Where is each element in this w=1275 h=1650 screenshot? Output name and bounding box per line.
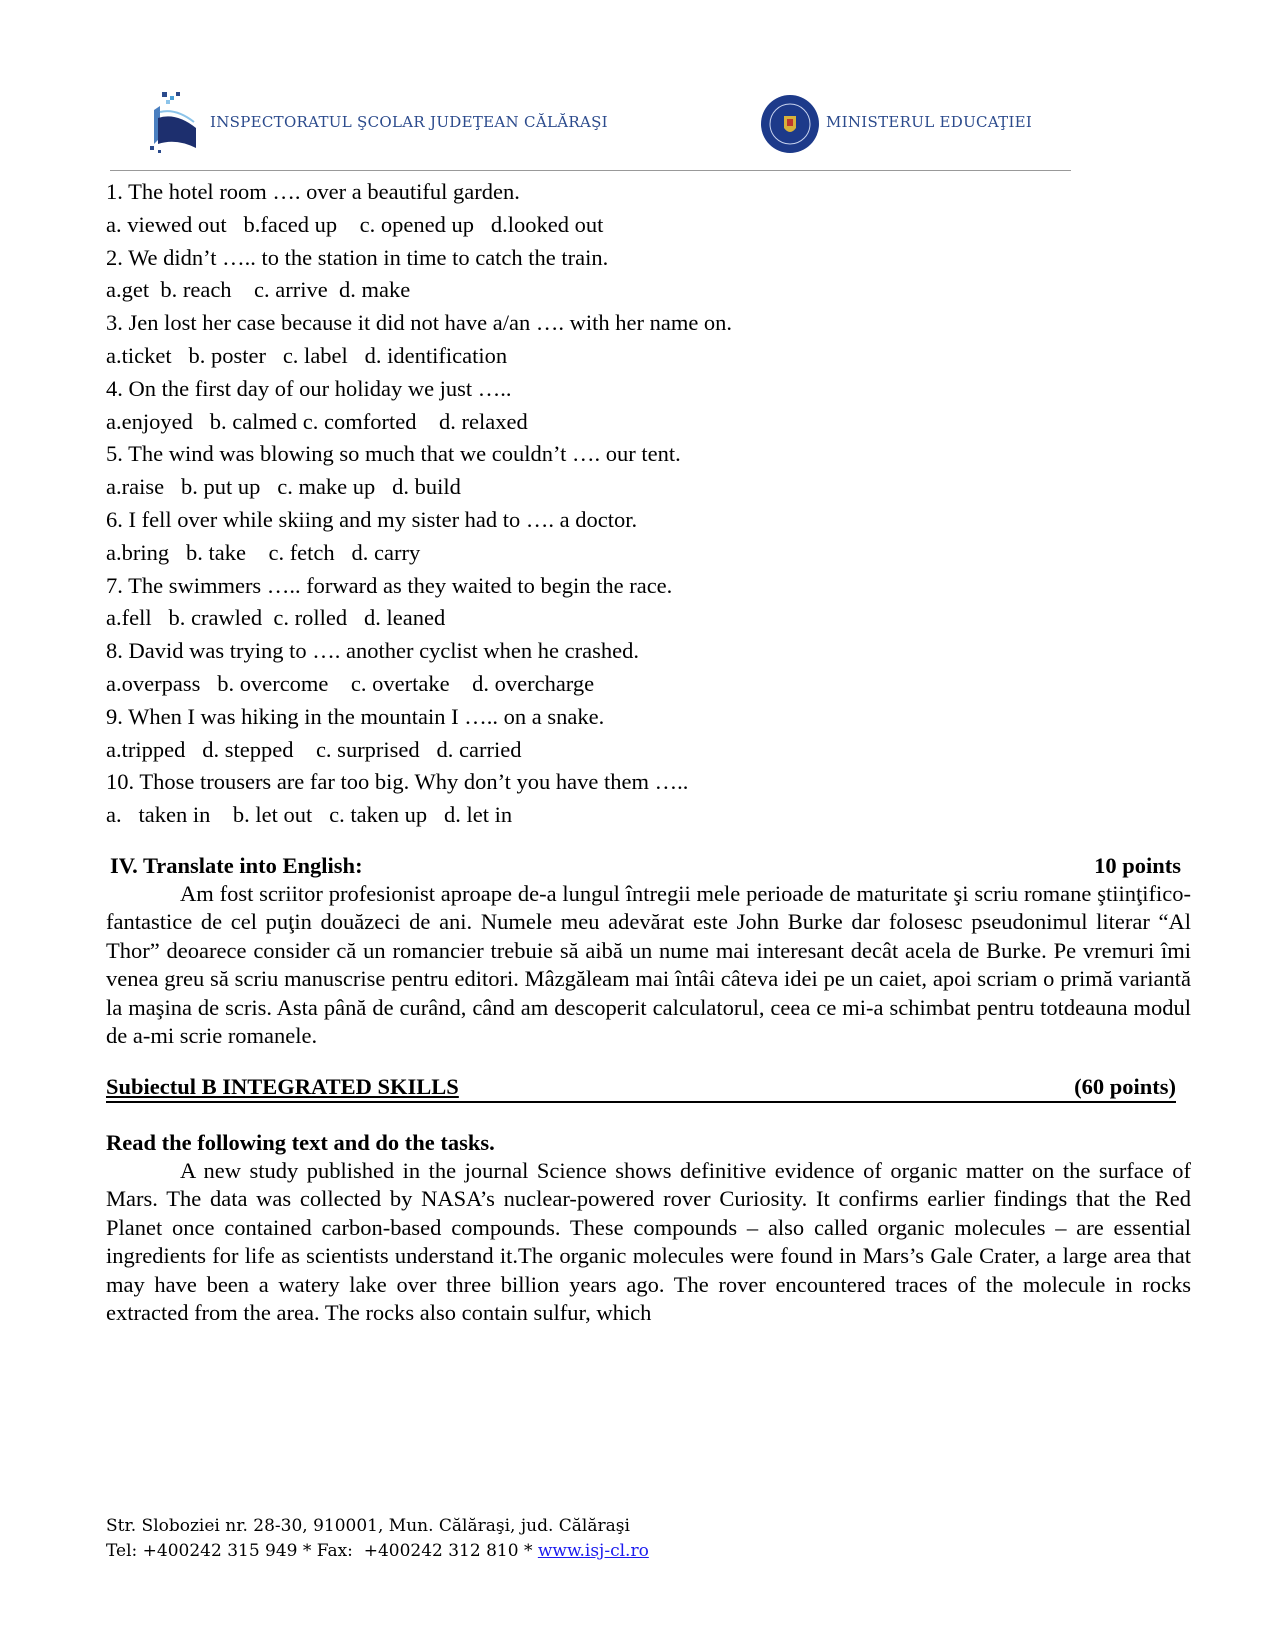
reading-title: Read the following text and do the tasks. <box>106 1129 495 1155</box>
options: a.raise b. put up c. make up d. build <box>106 474 461 500</box>
question: 4. On the first day of our holiday we just ….. <box>106 375 512 401</box>
paragraph-line: found in Mars’s Gale Crater, a large area that may have been a watery lake over three billion years ago. The <box>106 1243 1191 1297</box>
options: a.enjoyed b. calmed c. comforted d. relaxed <box>106 408 528 434</box>
question: 3. Jen lost her case because it did not have a/an …. with her name on. <box>106 310 733 336</box>
question: 6. I fell over while skiing and my sister had to …. a doctor. <box>106 506 638 532</box>
section-iv-title: IV. Translate into English: <box>110 852 363 878</box>
section-iv-heading <box>106 852 1191 880</box>
paragraph-line: Am fost scriitor profesionist aproape de-a lungul întregii mele perioade de maturitate şi scriu romane <box>180 880 1092 906</box>
reading-paragraph <box>106 1157 1191 1328</box>
translation-paragraph <box>106 880 1191 1051</box>
paragraph-line: organic molecules – are essential ingredients for life as scientists understand it.The organic molecules were <box>106 1214 1192 1269</box>
paragraph-line: surface of Mars. The data was collected by NASA’s nuclear-powered rover Curiosity. It confirms earlier <box>106 1157 1191 1212</box>
question: 9. When I was hiking in the mountain I ….. on a snake. <box>106 703 605 729</box>
document-body <box>106 176 1191 1328</box>
website-link[interactable]: www.isj-cl.ro <box>537 1541 649 1561</box>
footer-contact-line <box>106 1539 649 1564</box>
question: 2. We didn’t ….. to the station in time to catch the train. <box>106 244 609 270</box>
footer <box>106 1514 649 1564</box>
options: a. taken in b. let out c. taken up d. let in <box>106 802 513 828</box>
ministry-seal <box>760 94 820 154</box>
header-divider <box>110 170 1071 171</box>
footer-contact: Tel: +400242 315 949 * Fax: +400242 312 810 * <box>106 1541 538 1561</box>
options: a.get b. reach c. arrive d. make <box>106 277 411 303</box>
options: a.ticket b. poster c. label d. identification <box>106 342 508 368</box>
footer-address: Str. Sloboziei nr. 28-30, 910001, Mun. Călăraşi, jud. Călăraşi <box>106 1516 630 1536</box>
options: a.overpass b. overcome c. overtake d. overcharge <box>106 670 595 696</box>
ministry-name: MINISTERUL EDUCAŢIEI <box>826 113 1033 131</box>
question: 8. David was trying to …. another cyclist when he crashed. <box>106 638 639 664</box>
paragraph-line: decât acela de Burke. Pe vremuri îmi venea greu să scriu manuscrise pentru editori. Mâzgăleam mai întâi <box>106 937 1191 992</box>
options: a.fell b. crawled c. rolled d. leaned <box>106 605 446 631</box>
paragraph-line: findings that the Red Planet once contained carbon-based compounds. These compounds – also called <box>106 1186 1191 1240</box>
paragraph-line: rover encountered traces of the molecule in rocks extracted from the area. The rocks also contain sulfur, <box>106 1271 1191 1326</box>
isj-name: INSPECTORATUL ŞCOLAR JUDEŢEAN CĂLĂRAŞI <box>210 113 608 131</box>
paragraph-line: which <box>596 1300 652 1326</box>
question: 1. The hotel room …. over a beautiful garden. <box>106 179 520 204</box>
paragraph-line: pseudonimul literar “Al Thor” deoarece consider că un romancier trebuie să aibă un nume mai interesant <box>106 909 1192 963</box>
options: a. viewed out b.faced up c. opened up d.looked out <box>106 211 604 237</box>
options: a.bring b. take c. fetch d. carry <box>106 539 421 565</box>
subiect-b-points: (60 points) <box>1074 1073 1176 1099</box>
section-iv-points: 10 points <box>1094 852 1181 878</box>
paragraph-line: ştiinţifico-fantastice de cel puţin douăzeci de ani. Numele meu adevărat este John Burke dar folosesc <box>106 880 1191 935</box>
options: a.tripped d. stepped c. surprised d. carried <box>106 736 522 762</box>
question: 10. Those trousers are far too big. Why don’t you have them ….. <box>106 769 689 795</box>
exercise-items <box>106 176 1191 832</box>
paragraph-line: câteva idei pe un caiet, apoi scriam o primă variantă la maşina de scris. Asta până de curând, când am <box>106 966 1191 1020</box>
isj-logo <box>146 88 208 160</box>
paragraph-line: descoperit calculatorul, ceea ce mi-a schimbat pentru totdeauna modul de a-mi scrie romanele. <box>106 994 1192 1049</box>
question: 5. The wind was blowing so much that we couldn’t …. our tent. <box>106 441 681 467</box>
subiect-b-heading <box>106 1073 1176 1103</box>
paragraph-line: A new study published in the journal Science shows definitive evidence of organic matter on the <box>180 1157 1091 1183</box>
question: 7. The swimmers ….. forward as they waited to begin the race. <box>106 572 673 598</box>
subiect-b-title: Subiectul B INTEGRATED SKILLS <box>106 1073 459 1099</box>
